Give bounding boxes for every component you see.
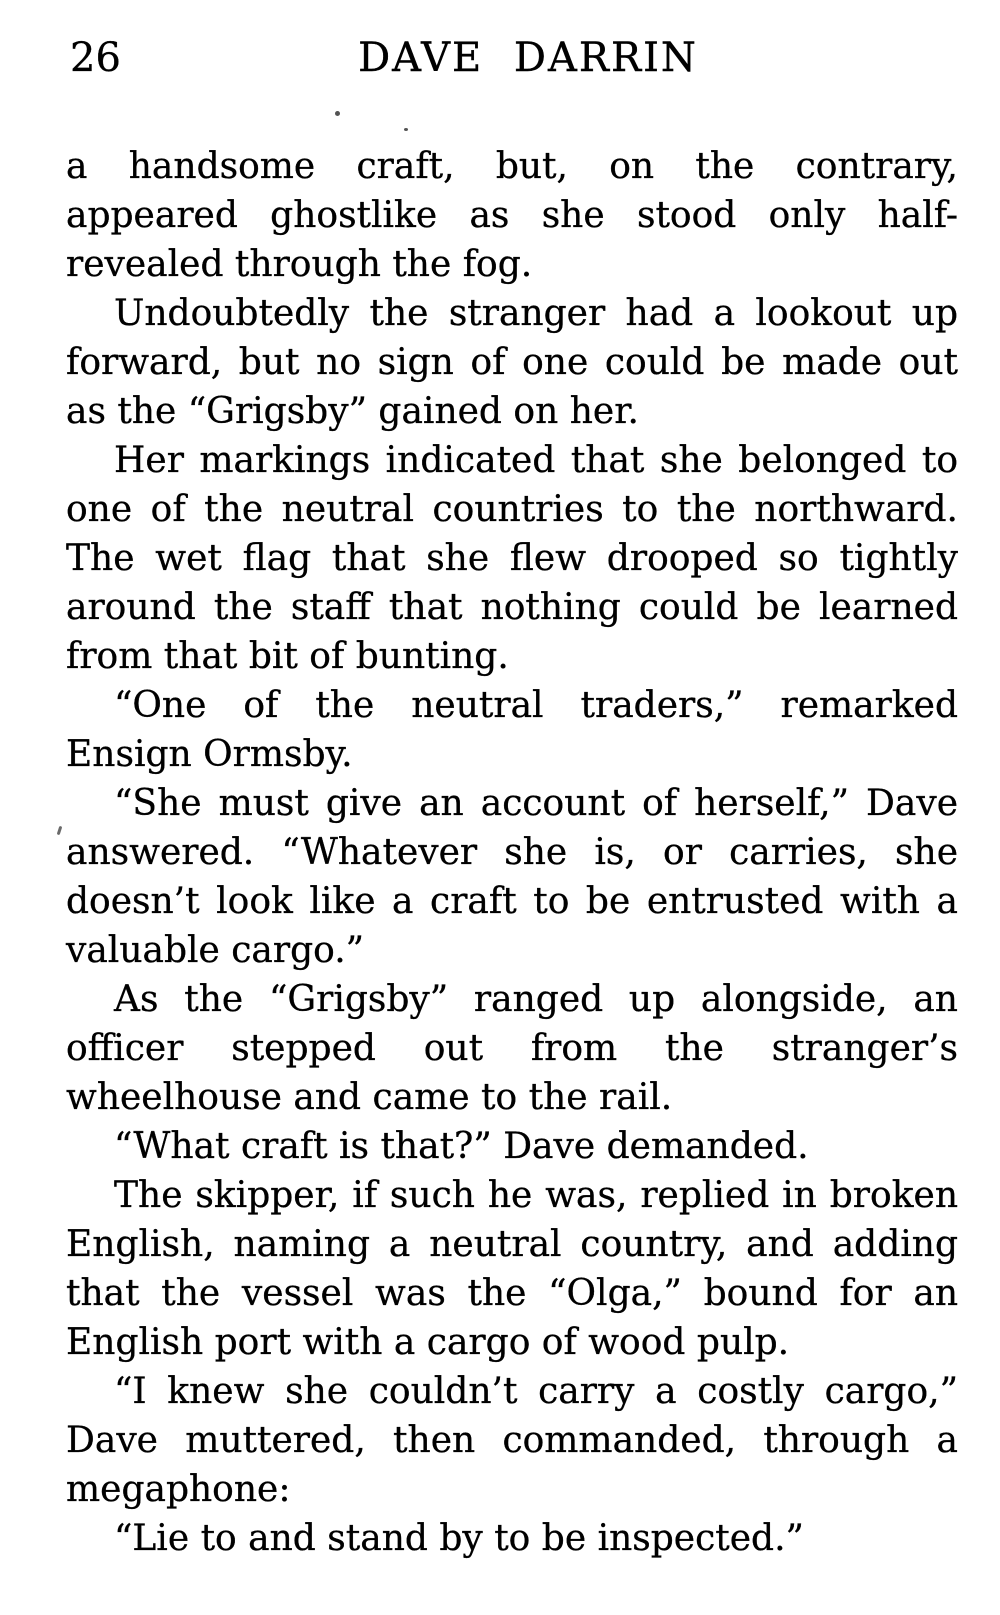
scan-speck [57,826,63,835]
paragraph: “One of the neutral traders,” remarked Ensign Ormsby. [66,685,958,775]
page-header [66,34,958,84]
paragraph: “She must give an account of herself,” Dave answered. “Whatever she is, or carries, she doesn’t look like a craft to be entrusted with a valuable cargo.” [66,783,958,971]
scan-speck [335,111,340,116]
scan-speck [404,128,408,131]
paragraph: a handsome craft, but, on the contrary, appeared ghostlike as she stood only half-revealed through the fog. [66,146,958,285]
paragraph: “I knew she couldn’t carry a costly cargo,” Dave muttered, then commanded, through a megaphone: [66,1371,958,1510]
paragraph: Undoubtedly the stranger had a lookout up forward, but no sign of one could be made out as the “Grigsby” gained on her. [66,293,958,432]
paragraph: The skipper, if such he was, replied in broken English, naming a neutral country, and adding that the vessel was the “Olga,” bound for an English port with a cargo of wood pulp. [66,1175,958,1363]
page-number: 26 [70,35,121,81]
page-body [66,142,958,1563]
paragraph: “Lie to and stand by to be inspected.” [114,1518,804,1559]
paragraph: “What craft is that?” Dave demanded. [114,1126,809,1167]
paragraph: As the “Grigsby” ranged up alongside, an officer stepped out from the stranger’s wheelhouse and came to the rail. [66,979,958,1118]
running-head: DAVE DARRIN [358,35,698,81]
paragraph: Her markings indicated that she belonged to one of the neutral countries to the northward. The wet flag that she flew drooped so tightly around the staff that nothing could be learned from that bit of bunting. [66,440,958,677]
